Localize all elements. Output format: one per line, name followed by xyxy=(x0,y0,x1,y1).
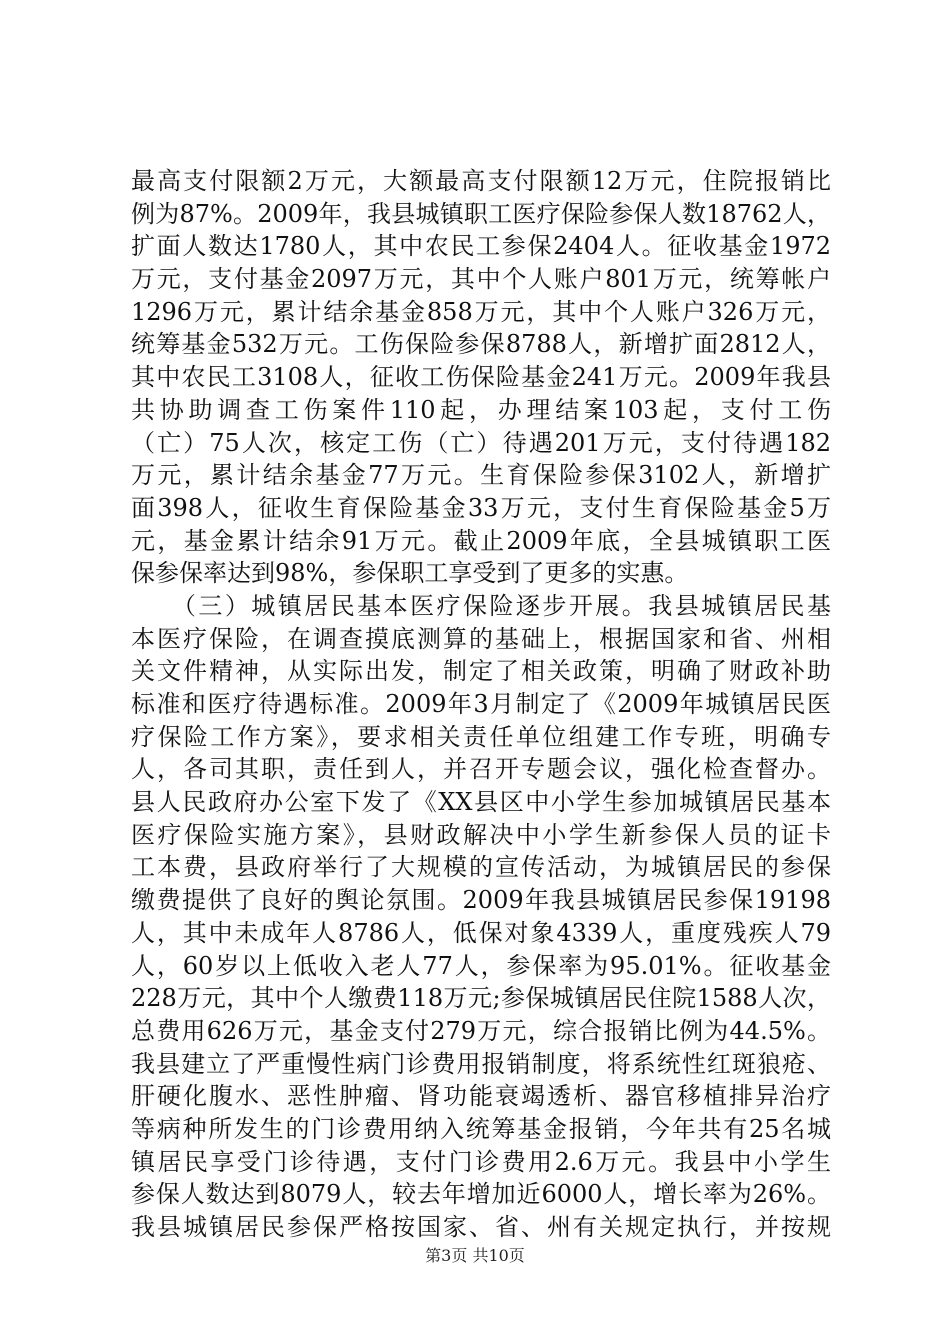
text-line: 我县建立了严重慢性病门诊费用报销制度，将系统性红斑狼疮、 xyxy=(131,1049,831,1078)
text-line: 参保人数达到8079人，较去年增加近6000人，增长率为26%。 xyxy=(131,1180,831,1209)
text-line: 共协助调查工伤案件110起，办理结案103起，支付工伤 xyxy=(131,395,831,424)
text-line: 关文件精神，从实际出发，制定了相关政策，明确了财政补助 xyxy=(131,657,831,686)
text-line: 人，各司其职，责任到人，并召开专题会议，强化检查督办。 xyxy=(131,755,831,784)
text-line: 扩面人数达1780人，其中农民工参保2404人。征收基金1972 xyxy=(131,232,831,261)
text-line: 标准和医疗待遇标准。2009年3月制定了《2009年城镇居民医 xyxy=(131,690,831,718)
text-line: 1296万元，累计结余基金858万元，其中个人账户326万元， xyxy=(131,297,831,326)
text-line: 例为87%。2009年，我县城镇职工医疗保险参保人数18762人， xyxy=(131,199,831,228)
text-line: 万元，累计结余基金77万元。生育保险参保3102人，新增扩 xyxy=(131,461,831,490)
text-line: 我县城镇居民参保严格按国家、省、州有关规定执行，并按规 xyxy=(131,1213,831,1241)
text-line: 万元，支付基金2097万元，其中个人账户801万元，统筹帐户 xyxy=(131,265,831,294)
text-line: 统筹基金532万元。工伤保险参保8788人，新增扩面2812人， xyxy=(131,330,831,359)
text-line: 人，其中未成年人8786人，低保对象4339人，重度残疾人79 xyxy=(131,918,831,947)
text-line: 等病种所发生的门诊费用纳入统筹基金报销，今年共有25名城 xyxy=(131,1114,831,1143)
text-line: 最高支付限额2万元，大额最高支付限额12万元，住院报销比 xyxy=(131,167,831,195)
text-line: （亡）75人次，核定工伤（亡）待遇201万元，支付待遇182 xyxy=(131,428,831,457)
text-line: 总费用626万元，基金支付279万元，综合报销比例为44.5%。 xyxy=(131,1016,831,1045)
text-line: 其中农民工3108人，征收工伤保险基金241万元。2009年我县 xyxy=(131,363,831,392)
text-line: 面398人，征收生育保险基金33万元，支付生育保险基金5万 xyxy=(131,493,831,522)
text-line: 工本费，县政府举行了大规模的宣传活动，为城镇居民的参保 xyxy=(131,853,831,882)
text-line: 元，基金累计结余91万元。截止2009年底，全县城镇职工医 xyxy=(131,526,831,555)
text-line: 医疗保险实施方案》，县财政解决中小学生新参保人员的证卡 xyxy=(131,820,831,849)
text-line: 县人民政府办公室下发了《XX县区中小学生参加城镇居民基本 xyxy=(131,788,831,817)
text-line: 缴费提供了良好的舆论氛围。2009年我县城镇居民参保19198 xyxy=(131,886,831,915)
text-line: 228万元，其中个人缴费118万元;参保城镇居民住院1588人次， xyxy=(131,984,831,1013)
document-body xyxy=(131,165,831,1244)
text-line: （三）城镇居民基本医疗保险逐步开展。我县城镇居民基 xyxy=(131,591,831,620)
text-line: 肝硬化腹水、恶性肿瘤、肾功能衰竭透析、器官移植排异治疗 xyxy=(131,1082,831,1111)
text-line: 保参保率达到98%，参保职工享受到了更多的实惠。 xyxy=(131,559,689,588)
page-footer: 第3页 共10页 xyxy=(425,1246,525,1265)
text-line: 镇居民享受门诊待遇，支付门诊费用2.6万元。我县中小学生 xyxy=(131,1147,831,1176)
text-line: 人，60岁以上低收入老人77人，参保率为95.01%。征收基金 xyxy=(131,951,831,980)
text-line: 疗保险工作方案》，要求相关责任单位组建工作专班，明确专 xyxy=(131,722,831,751)
text-line: 本医疗保险，在调查摸底测算的基础上，根据国家和省、州相 xyxy=(131,624,831,653)
